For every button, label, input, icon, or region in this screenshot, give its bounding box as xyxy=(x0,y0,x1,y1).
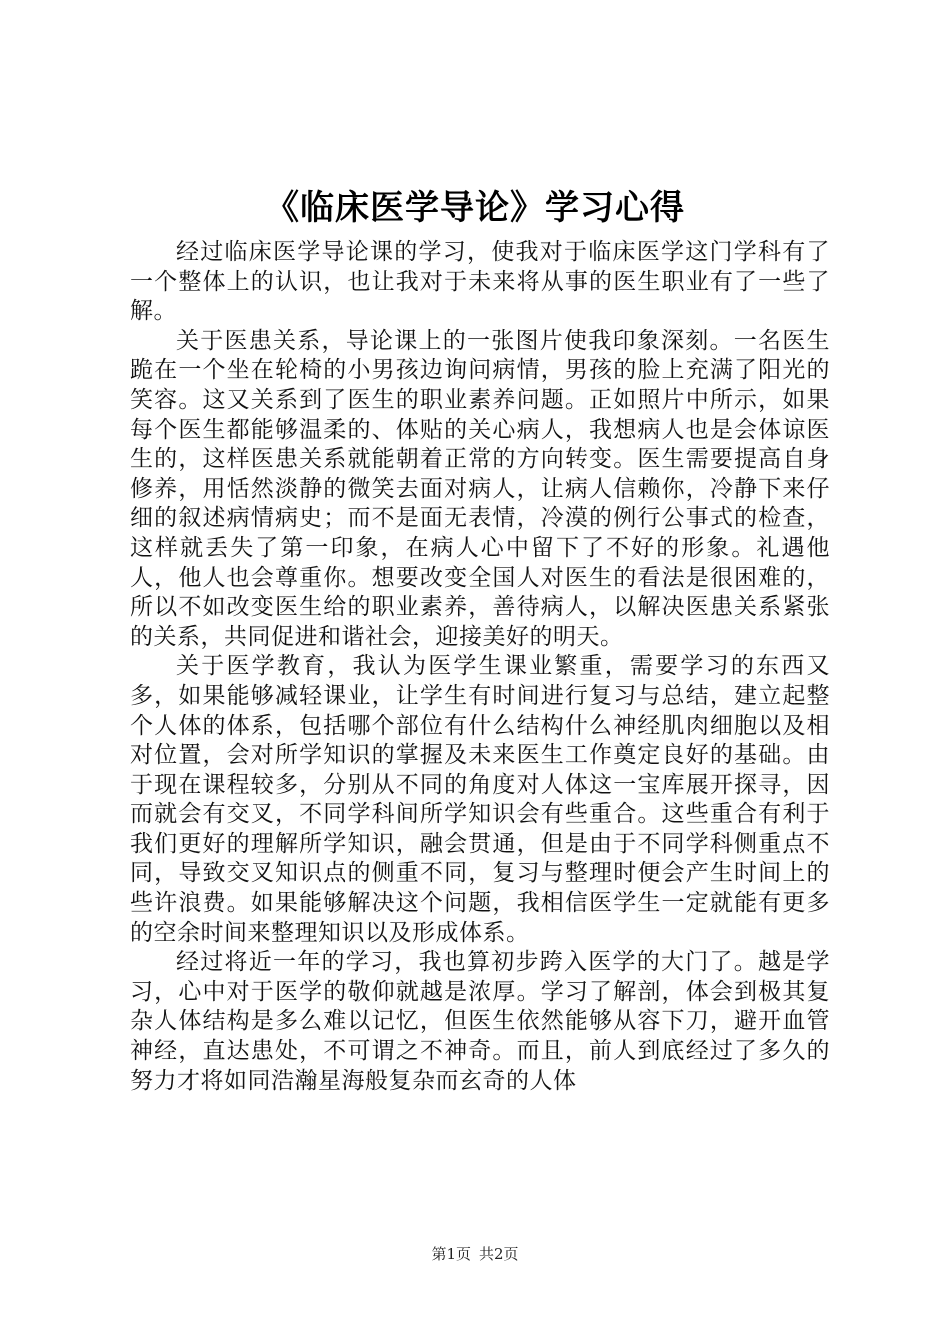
document-body xyxy=(130,238,830,1096)
page-number: 第1页 xyxy=(431,1245,471,1263)
paragraph-reflection: 经过将近一年的学习，我也算初步跨入医学的大门了。越是学习，心中对于医学的敬仰就越是浓厚。学习了解剖，体会到极其复杂人体结构是多么难以记忆，但医生依然能够从容下刀，避开血管神经，直达患处，不可谓之不神奇。而且，前人到底经过了多久的努力才将如同浩瀚星海般复杂而玄奇的人体 xyxy=(130,949,830,1094)
paragraph-intro: 经过临床医学导论课的学习，使我对于临床医学这门学科有了一个整体上的认识，也让我对于未来将从事的医生职业有了一些了解。 xyxy=(130,239,830,325)
page-footer xyxy=(0,1244,950,1264)
document-title: 《临床医学导论》学习心得 xyxy=(265,188,685,228)
paragraph-medical-education: 关于医学教育，我认为医学生课业繁重，需要学习的东西又多，如果能够减轻课业，让学生有时间进行复习与总结，建立起整个人体的体系，包括哪个部位有什么结构什么神经肌肉细胞以及相对位置，会对所学知识的掌握及未来医生工作奠定良好的基础。由于现在课程较多，分别从不同的角度对人体这一宝库展开探寻，因而就会有交叉，不同学科间所学知识会有些重合。这些重合有利于我们更好的理解所学知识，融会贯通，但是由于不同学科侧重点不同，导致交叉知识点的侧重不同，复习与整理时便会产生时间上的些许浪费。如果能够解决这个问题，我相信医学生一定就能有更多的空余时间来整理知识以及形成体系。 xyxy=(130,653,830,946)
paragraph-doctor-patient: 关于医患关系，导论课上的一张图片使我印象深刻。一名医生跪在一个坐在轮椅的小男孩边询问病情，男孩的脸上充满了阳光的笑容。这又关系到了医生的职业素养问题。正如照片中所示，如果每个医生都能够温柔的、体贴的关心病人，我想病人也是会体谅医生的，这样医患关系就能朝着正常的方向转变。医生需要提高自身修养，用恬然淡静的微笑去面对病人，让病人信赖你，冷静下来仔细的叙述病情病史；而不是面无表情，冷漠的例行公事式的检查，这样就丢失了第一印象，在病人心中留下了不好的形象。礼遇他人，他人也会尊重你。想要改变全国人对医生的看法是很困难的，所以不如改变医生给的职业素养，善待病人，以解决医患关系紧张的关系，共同促进和谐社会，迎接美好的明天。 xyxy=(130,327,830,650)
page-total: 共2页 xyxy=(479,1245,519,1263)
